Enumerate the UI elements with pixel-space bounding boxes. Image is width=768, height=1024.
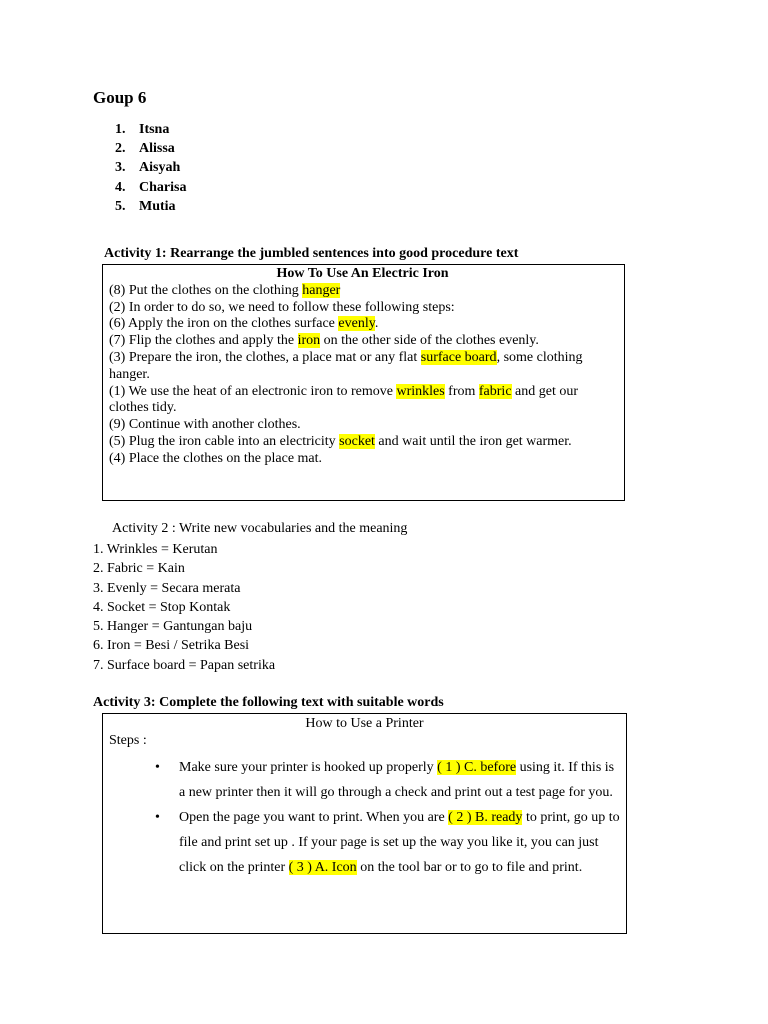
sentence-line: (3) Prepare the iron, the clothes, a place mat or any flat surface board, some clothing hanger. — [109, 349, 583, 382]
highlight: wrinkles — [396, 383, 445, 399]
activity2-title: Activity 2 : Write new vocabularies and the meaning — [112, 521, 408, 536]
member-list — [115, 120, 186, 216]
member-name: Charisa — [139, 179, 187, 195]
list-item: 1. Itsna — [115, 122, 170, 137]
list-item: 4. Charisa — [115, 179, 187, 195]
highlight: ( 3 ) A. Icon — [288, 860, 357, 875]
bullet-icon: • — [155, 760, 160, 775]
list-item: • Open the page you want to print. When you are ( 2 ) B. ready to print, go up to file and print set up . If your page is set up the way you like it, you can just click on the printer ( 3 ) A. Icon on the tool bar or to go to file and print. — [103, 805, 626, 880]
list-item: 2. Fabric = Kain — [93, 561, 185, 577]
highlight: socket — [339, 433, 375, 449]
highlight: ( 1 ) C. before — [437, 760, 517, 775]
list-item: • Make sure your printer is hooked up properly ( 1 ) C. before using it. If this is a new printer then it will go through a check and print out a test page for you. — [103, 755, 626, 805]
list-item: 4. Socket = Stop Kontak — [93, 599, 231, 615]
sentence-line: (7) Flip the clothes and apply the iron on the other side of the clothes evenly. — [109, 333, 539, 349]
activity3-title: Activity 3: Complete the following text with suitable words — [93, 695, 444, 710]
list-item: 6. Iron = Besi / Setrika Besi — [93, 638, 250, 654]
sentence-line: (5) Plug the iron cable into an electricity socket and wait until the iron get warmer. — [109, 433, 572, 449]
activity1-box-title: How To Use An Electric Iron — [276, 266, 449, 281]
highlight: surface board — [420, 349, 497, 365]
member-name: Mutia — [139, 198, 176, 214]
member-name: Aisyah — [139, 160, 181, 176]
highlight: fabric — [478, 383, 512, 399]
activity3-box-title: How to Use a Printer — [305, 716, 424, 731]
list-item: 7. Surface board = Papan setrika — [93, 657, 276, 673]
list-item: 5. Mutia — [115, 198, 176, 214]
bullet-icon: • — [155, 810, 160, 825]
sentence-line: (8) Put the clothes on the clothing hanger — [109, 282, 341, 298]
member-name: Alissa — [139, 141, 175, 157]
list-item: 3. Aisyah — [115, 160, 181, 176]
activity1-title: Activity 1: Rearrange the jumbled sentences into good procedure text — [104, 246, 519, 261]
group-title: Goup 6 — [93, 88, 147, 107]
highlight: hanger — [302, 282, 341, 298]
sentence-line: (4) Place the clothes on the place mat. — [109, 450, 323, 466]
sentence-line: (6) Apply the iron on the clothes surface evenly. — [109, 316, 379, 332]
list-item: 2. Alissa — [115, 141, 175, 157]
sentence-line: (2) In order to do so, we need to follow these following steps: — [109, 299, 455, 315]
activity3-box — [102, 713, 627, 934]
list-item: 1. Wrinkles = Kerutan — [93, 542, 218, 557]
member-name: Itsna — [139, 122, 170, 137]
sentence-line: (9) Continue with another clothes. — [109, 417, 301, 433]
activity1-box — [102, 264, 625, 501]
highlight: ( 2 ) B. ready — [448, 810, 523, 825]
sentence-line: (1) We use the heat of an electronic iron to remove wrinkles from fabric and get our clothes tidy. — [109, 383, 579, 416]
steps-label: Steps : — [109, 733, 147, 748]
list-item: 5. Hanger = Gantungan baju — [93, 619, 253, 635]
highlight: iron — [297, 333, 321, 349]
highlight: evenly — [338, 316, 375, 332]
vocabulary-list — [93, 540, 275, 675]
steps-list — [103, 755, 626, 880]
list-item: 3. Evenly = Secara merata — [93, 580, 241, 596]
